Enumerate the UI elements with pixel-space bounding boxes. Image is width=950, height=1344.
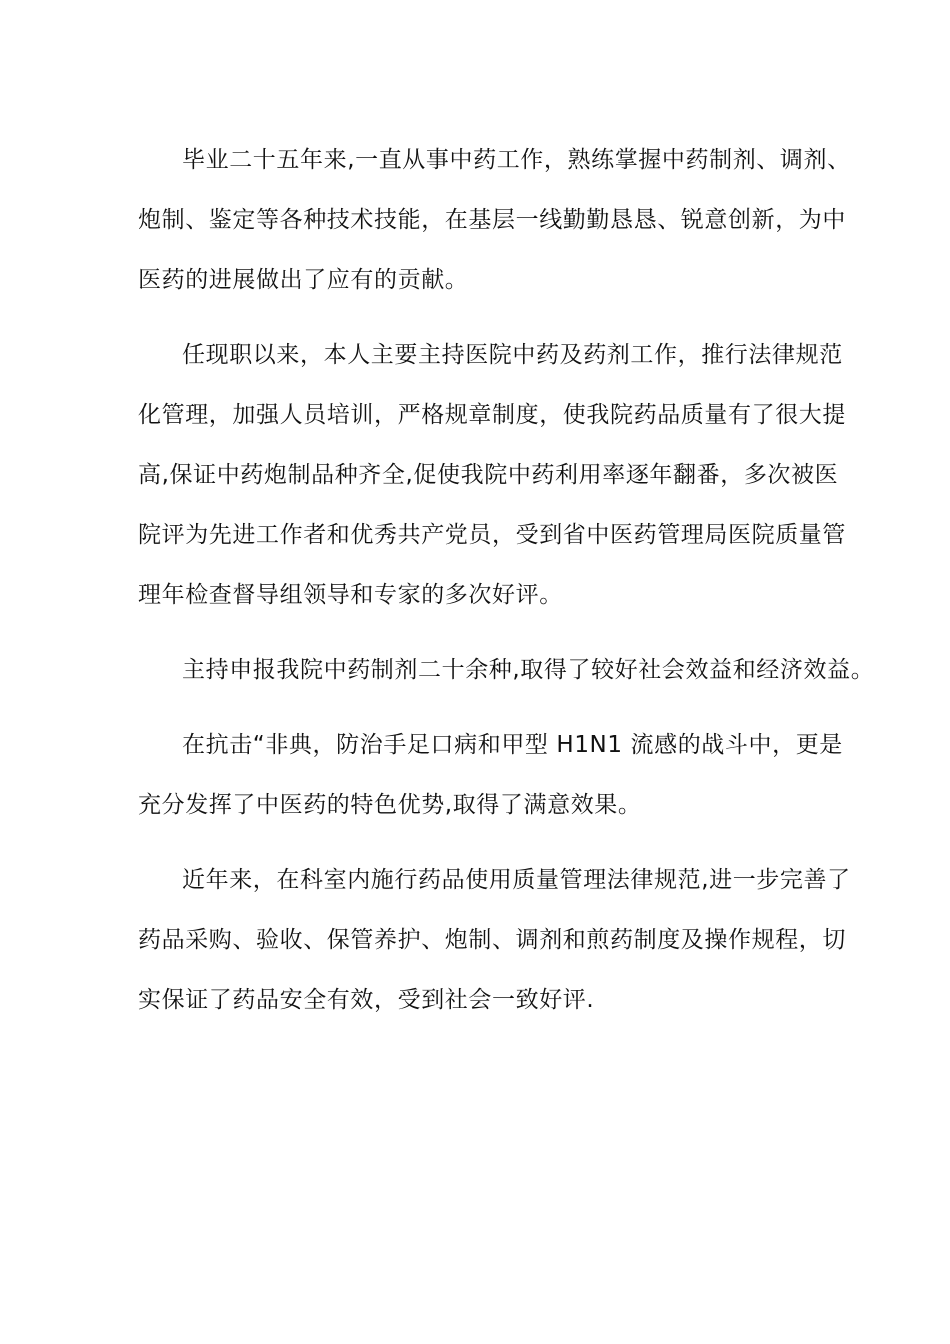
- text-line: 实保证了药品安全有效，受到社会一致好评.: [138, 987, 595, 1013]
- text-line: 毕业二十五年来,一直从事中药工作，熟练掌握中药制剂、调剂、: [182, 147, 851, 173]
- text-line: 主持申报我院中药制剂二十余种,取得了较好社会效益和经济效益。: [182, 657, 875, 683]
- paragraph-preparations: [138, 650, 875, 710]
- text-line: 理年检查督导组领导和专家的多次好评。: [138, 582, 563, 608]
- text-line: 近年来，在科室内施行药品使用质量管理法律规范,进一步完善了: [182, 867, 851, 893]
- paragraph-current-position: [138, 335, 846, 635]
- text-line: 药品采购、验收、保管养护、炮制、调剂和煎药制度及操作规程，切: [138, 927, 846, 953]
- text-line: 化管理，加强人员培训，严格规章制度，使我院药品质量有了很大提: [138, 402, 846, 428]
- text-line: 充分发挥了中医药的特色优势,取得了满意效果。: [138, 792, 642, 818]
- paragraph-career-summary: [138, 140, 851, 320]
- text-line: 炮制、鉴定等各种技术技能，在基层一线勤勤恳恳、锐意创新，为中: [138, 207, 846, 233]
- text-line: 高,保证中药炮制品种齐全,促使我院中药利用率逐年翻番，多次被医: [138, 462, 839, 488]
- text-line: 医药的进展做出了应有的贡献。: [138, 267, 469, 293]
- text-line: 院评为先进工作者和优秀共产党员，受到省中医药管理局医院质量管: [138, 522, 846, 548]
- document-body: [138, 140, 875, 1040]
- text-line: 在抗击“非典，防治手足口病和甲型 H1N1 流感的战斗中，更是: [182, 732, 843, 758]
- paragraph-epidemic: [138, 725, 843, 845]
- text-line: 任现职以来，本人主要主持医院中药及药剂工作，推行法律规范: [182, 342, 843, 368]
- paragraph-recent-years: [138, 860, 851, 1040]
